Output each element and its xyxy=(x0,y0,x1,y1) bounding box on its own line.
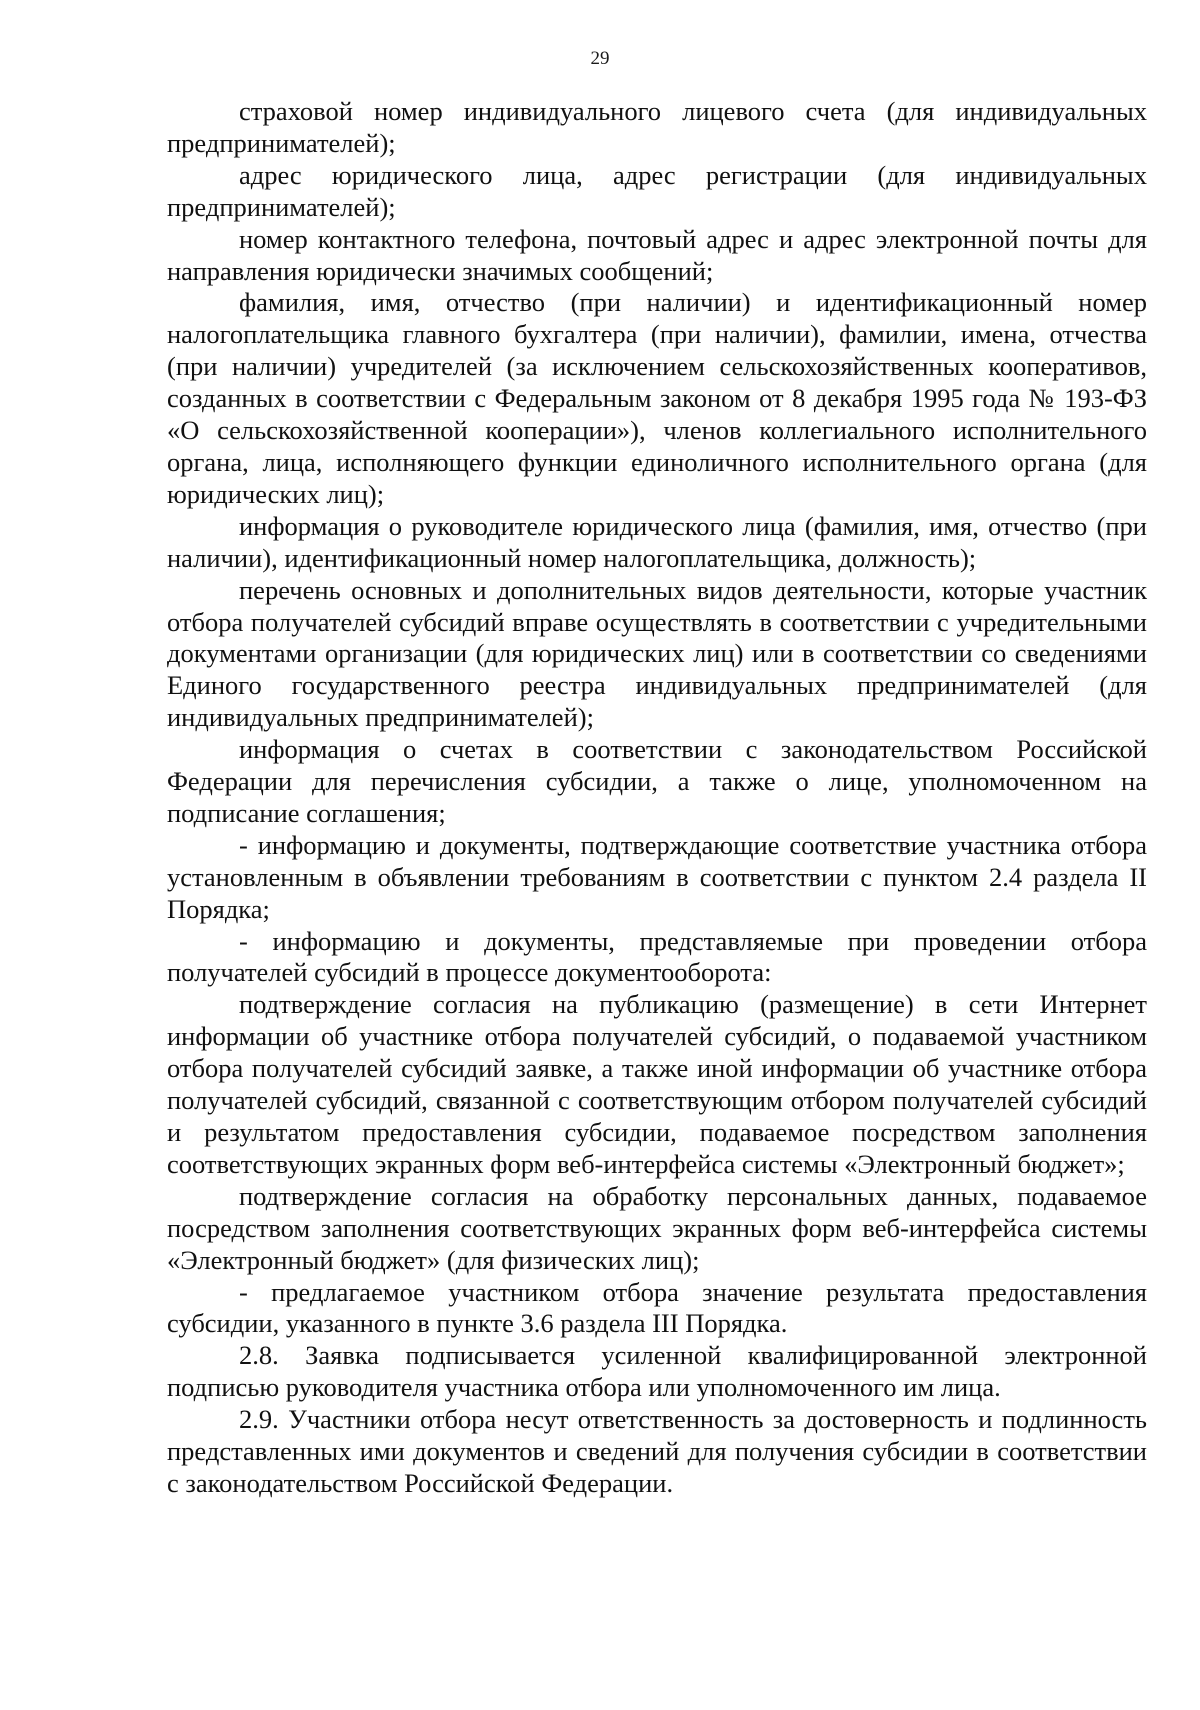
paragraph-workflow-docs: - информацию и документы, представляемые при проведении отбора получателей субсидий в процессе документооборота: xyxy=(167,925,1147,988)
paragraph-accountant-founders: фамилия, имя, отчество (при наличии) и идентификационный номер налогоплательщика главного бухгалтера (при наличии), фамилии, имена, отчества (при наличии) учредителей (за исключением сельскохозяйственных кооперативов, созданных в соответствии с Федеральным законом от 8 декабря 1995 года № 193-ФЗ «О сельскохозяйственной кооперации»), членов коллегиального исполнительного органа, лица, исполняющего функции единоличного исполнительного органа (для юридических лиц); xyxy=(167,287,1147,509)
paragraph-2-8: 2.8. Заявка подписывается усиленной квалифицированной электронной подписью руководителя участника отбора или уполномоченного им лица. xyxy=(167,1340,1147,1403)
paragraph-snils: страховой номер индивидуального лицевого счета (для индивидуальных предпринимателей); xyxy=(167,96,1147,158)
page-number: 29 xyxy=(590,48,610,69)
document-body xyxy=(167,96,1147,1500)
paragraph-address: адрес юридического лица, адрес регистрации (для индивидуальных предпринимателей); xyxy=(167,159,1147,222)
paragraph-personal-data-consent: подтверждение согласия на обработку персональных данных, подаваемое посредством заполнения соответствующих экранных форм веб-интерфейса системы «Электронный бюджет» (для физических лиц); xyxy=(167,1180,1147,1275)
paragraph-contacts: номер контактного телефона, почтовый адрес и адрес электронной почты для направления юридически значимых сообщений; xyxy=(167,223,1147,286)
paragraph-2-9: 2.9. Участники отбора несут ответственность за достоверность и подлинность представленных ими документов и сведений для получения субсидии в соответствии с законодательством Российской Федерации. xyxy=(167,1404,1147,1498)
paragraph-accounts: информация о счетах в соответствии с законодательством Российской Федерации для перечисления субсидии, а также о лице, уполномоченном на подписание соглашения; xyxy=(167,734,1147,828)
paragraph-activities: перечень основных и дополнительных видов деятельности, которые участник отбора получателей субсидий вправе осуществлять в соответствии с учредительными документами организации (для юридических лиц) или в соответствии со сведениями Единого государственного реестра индивидуальных предпринимателей (для индивидуальных предпринимателей); xyxy=(167,574,1147,733)
paragraph-head-info: информация о руководителе юридического лица (фамилия, имя, отчество (при наличии), идентификационный номер налогоплательщика, должность); xyxy=(167,510,1147,573)
paragraph-compliance-docs: - информацию и документы, подтверждающие соответствие участника отбора установленным в объявлении требованиям в соответствии с пунктом 2.4 раздела II Порядка; xyxy=(167,829,1147,924)
paragraph-publication-consent: подтверждение согласия на публикацию (размещение) в сети Интернет информации об участнике отбора получателей субсидий, о подаваемой участником отбора получателей субсидий заявке, а также иной информации об участнике отбора получателей субсидий, связанной с соответствующим отбором получателей субсидий и результатом предоставления субсидии, подаваемое посредством заполнения соответствующих экранных форм веб-интерфейса системы «Электронный бюджет»; xyxy=(167,989,1147,1179)
paragraph-result-value: - предлагаемое участником отбора значение результата предоставления субсидии, указанного в пункте 3.6 раздела III Порядка. xyxy=(167,1276,1147,1339)
